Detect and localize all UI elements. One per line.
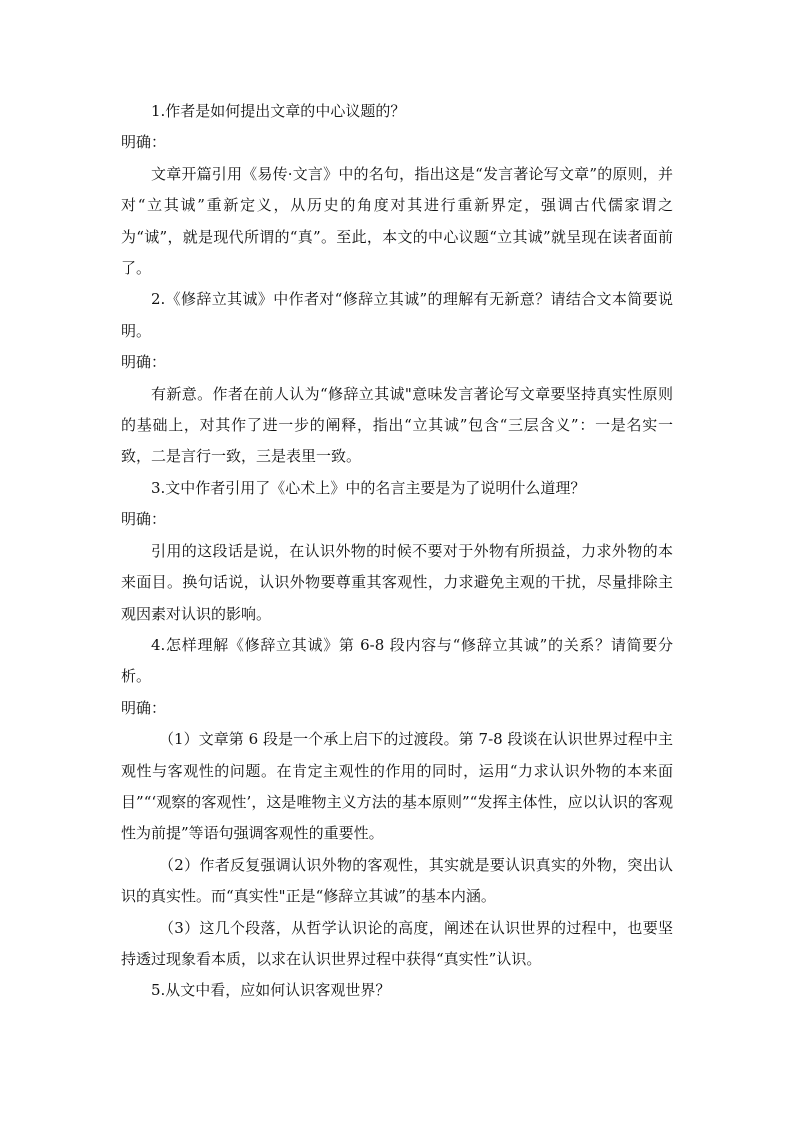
answer-1: 文章开篇引用《易传·文言》中的名句，指出这是“发言著论写文章”的原则，并对“立其诚”重新定义，从历史的角度对其进行重新界定，强调古代儒家谓之为“诚”，就是现代所谓的“真”。至此，本文的中心议题“立其诚”就呈现在读者面前了。 — [121, 164, 673, 278]
question-2: 2.《修辞立其诚》中作者对“修辞立其诚”的理解有无新意？请结合文本简要说明。 — [121, 290, 673, 340]
answer-4-point-3: （3）这几个段落，从哲学认识论的高度，阐述在认识世界的过程中，也要坚持透过现象看本质，以求在认识世界过程中获得“真实性”认识。 — [121, 918, 673, 968]
answer-3: 引用的这段话是说，在认识外物的时候不要对于外物有所损益，力求外物的本来面目。换句话说，认识外物要尊重其客观性，力求避免主观的干扰，尽量排除主观因素对认识的影响。 — [121, 541, 673, 623]
answer-label-4: 明确： — [121, 698, 167, 717]
question-5: 5.从文中看，应如何认识客观世界？ — [151, 981, 391, 1000]
answer-label-1: 明确： — [121, 133, 167, 152]
answer-4-point-1: （1）文章第 6 段是一个承上启下的过渡段。第 7-8 段谈在认识世界过程中主观性与客观性的问题。在肯定主观性的作用的同时，运用“力求认识外物的本来面目”“‘观察的客观性’，这是唯物主义方法的基本原则”“发挥主体性，应以认识的客观性为前提”等语句强调客观性的重要性。 — [121, 730, 673, 843]
question-4: 4.怎样理解《修辞立其诚》第 6-8 段内容与“修辞立其诚”的关系？请简要分析。 — [121, 635, 673, 686]
answer-label-2: 明确： — [121, 353, 167, 372]
answer-4-point-2: （2）作者反复强调认识外物的客观性，其实就是要认识真实的外物，突出认识的真实性。而“真实性"正是“修辞立其诚”的基本内涵。 — [121, 855, 673, 906]
answer-label-3: 明确： — [121, 510, 167, 529]
answer-2: 有新意。作者在前人认为“修辞立其诚"意味发言著论写文章要坚持真实性原则的基础上，对其作了进一步的阐释，指出“立其诚”包含“三层含义”：一是名实一致，二是言行一致，三是表里一致。 — [121, 384, 673, 466]
question-1: 1.作者是如何提出文章的中心议题的？ — [151, 102, 406, 120]
document-page — [121, 96, 673, 1007]
question-3: 3.文中作者引用了《心术上》中的名言主要是为了说明什么道理？ — [151, 478, 586, 497]
